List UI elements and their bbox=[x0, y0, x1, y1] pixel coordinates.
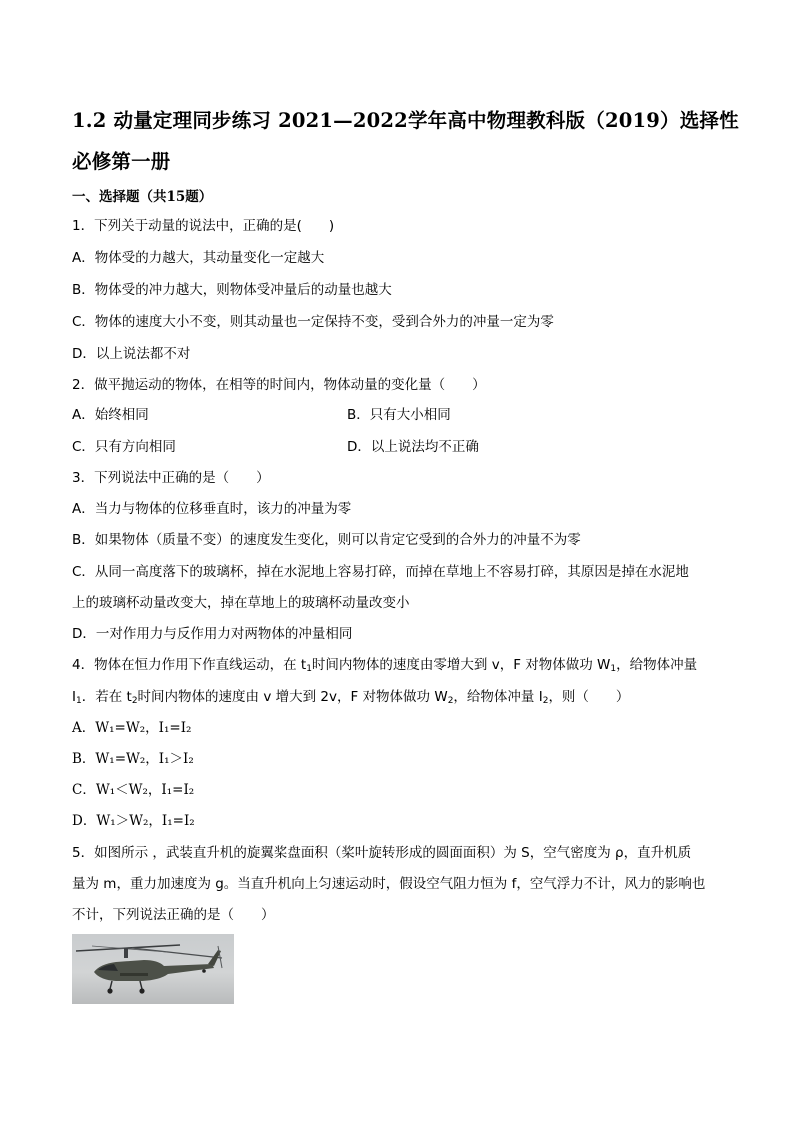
tail-rotor bbox=[218, 946, 222, 968]
wheel bbox=[139, 988, 144, 993]
helicopter-photo bbox=[72, 934, 234, 1004]
helicopter-illustration bbox=[72, 934, 234, 1004]
q2-option-c: C．只有方向相同 bbox=[72, 439, 176, 455]
q5-stem-line2: 量为 m，重力加速度为 g。当直升机向上匀速运动时，假设空气阻力恒为 f，空气浮力不计，风力的影响也 bbox=[72, 876, 706, 892]
q2-option-a: A．始终相同 bbox=[72, 407, 149, 423]
q3-option-c: C．从同一高度落下的玻璃杯，掉在水泥地上容易打碎，而掉在草地上不容易打碎，其原因是掉在水泥地 bbox=[72, 564, 689, 580]
wheel bbox=[107, 988, 112, 993]
q1-option-d: D．以上说法都不对 bbox=[72, 346, 191, 362]
q1-stem: 1．下列关于动量的说法中，正确的是( ) bbox=[72, 218, 335, 234]
q4-stem-line2: $I_1$．若在 $t_2$时间内物体的速度由 v 增大到 2v，F 对物体做功 $W_2$，给物体冲量 $I_2$，则（ ） bbox=[72, 689, 630, 706]
q3-option-b: B．如果物体（质量不变）的速度发生变化，则可以肯定它受到的合外力的冲量不为零 bbox=[72, 532, 581, 548]
wheel bbox=[202, 969, 206, 973]
q1-option-b: B．物体受的冲力越大，则物体受冲量后的动量也越大 bbox=[72, 282, 392, 298]
q3-option-c-cont: 上的玻璃杯动量改变大，掉在草地上的玻璃杯动量改变小 bbox=[72, 595, 410, 611]
rotor-mast bbox=[124, 948, 128, 958]
q3-option-a: A．当力与物体的位移垂直时，该力的冲量为零 bbox=[72, 501, 352, 517]
q4-option-d: D．W₁＞W₂，I₁=I₂ bbox=[72, 813, 195, 829]
q1-option-a: A．物体受的力越大，其动量变化一定越大 bbox=[72, 250, 325, 266]
q4-stem-line1: 4．物体在恒力作用下作直线运动，在 $t_1$时间内物体的速度由零增大到 v，F 对物体做功 $W_1$，给物体冲量 bbox=[72, 657, 698, 674]
q1-option-c: C．物体的速度大小不变，则其动量也一定保持不变，受到合外力的冲量一定为零 bbox=[72, 314, 554, 330]
q4-option-c: C．W₁＜W₂，I₁=I₂ bbox=[72, 782, 195, 798]
q5-stem-line3: 不计，下列说法正确的是（ ） bbox=[72, 907, 275, 923]
section-heading: 一、选择题（共15题） bbox=[72, 189, 213, 205]
stub-wing bbox=[120, 973, 148, 976]
q3-option-d: D．一对作用力与反作用力对两物体的冲量相同 bbox=[72, 626, 353, 642]
q2-stem: 2．做平抛运动的物体，在相等的时间内，物体动量的变化量（ ） bbox=[72, 377, 486, 393]
q2-option-d: D．以上说法均不正确 bbox=[347, 439, 479, 455]
rotor-blade bbox=[132, 948, 222, 958]
q4-option-b: B．W₁=W₂，I₁＞I₂ bbox=[72, 751, 194, 767]
q5-stem-line1: 5．如图所示 ，武装直升机的旋翼桨盘面积（桨叶旋转形成的圆面面积）为 S，空气密度为 ρ，直升机质 bbox=[72, 845, 692, 861]
document-title: 1.2 动量定理同步练习 2021—2022学年高中物理教科版（2019）选择性必修第一册 bbox=[72, 109, 739, 173]
q3-stem: 3．下列说法中正确的是（ ） bbox=[72, 470, 270, 486]
landing-gear bbox=[110, 981, 112, 989]
q4-option-a: A．W₁=W₂，I₁=I₂ bbox=[72, 720, 192, 736]
landing-gear bbox=[140, 981, 142, 989]
q2-option-b: B．只有大小相同 bbox=[347, 407, 451, 423]
